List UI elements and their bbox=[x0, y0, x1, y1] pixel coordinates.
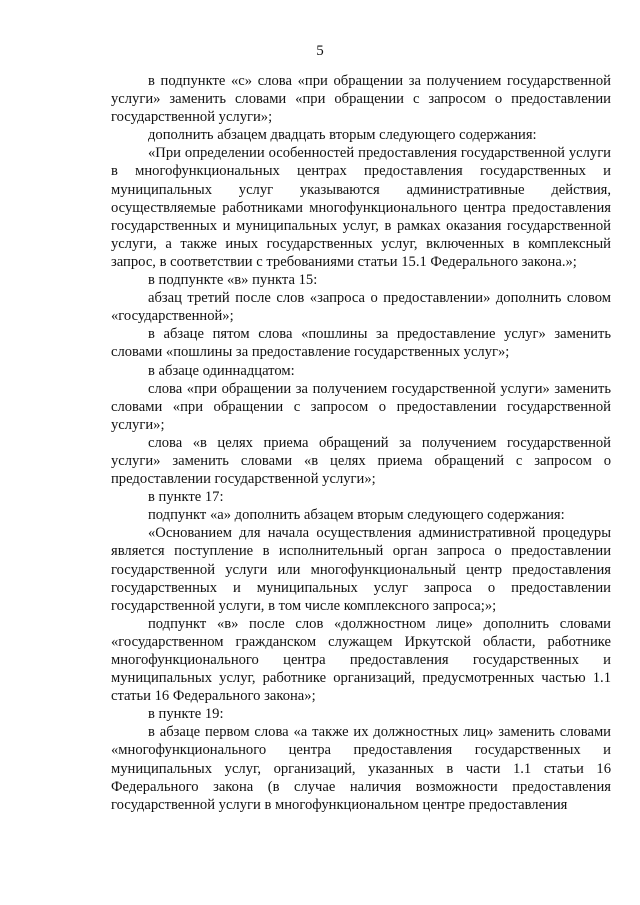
paragraph: в пункте 17: bbox=[148, 489, 224, 506]
paragraph: в абзаце первом слова «а также их должностных лиц» заменить словами «многофункционального центра предоставления государственных и муниципальных услуг, организаций, указанных в части 1.1 статьи 16 Федерального закона (в случае наличия возможности предоставления государственной услуги в многофункциональном центре предоставления bbox=[111, 724, 611, 813]
paragraph: слова «при обращении за получением государственной услуги» заменить словами «при обращении с запросом о предоставлении государственной услуги»; bbox=[111, 380, 611, 433]
paragraph: в подпункте «с» слова «при обращении за получением государственной услуги» заменить словами «при обращении с запросом о предоставлении государственной услуги»; bbox=[111, 73, 611, 126]
paragraph: в абзаце одиннадцатом: bbox=[148, 362, 295, 379]
paragraph: в подпункте «в» пункта 15: bbox=[148, 272, 318, 289]
paragraph: абзац третий после слов «запроса о предоставлении» дополнить словом «государственной»; bbox=[111, 290, 611, 325]
paragraph: подпункт «а» дополнить абзацем вторым следующего содержания: bbox=[148, 507, 565, 524]
paragraph: слова «в целях приема обращений за получением государственной услуги» заменить словами «в целях приема обращений с запросом о предоставлении государственной услуги»; bbox=[111, 434, 611, 488]
paragraph: «При определении особенностей предоставления государственной услуги в многофункциональных центрах предоставления государственных и муниципальных услуг указываются административные действия, осуществляемые работниками многофункционального центра предоставления государственных и муниципальных услуг, в рамках оказания государственной услуги, а также иных государственных услуг, включенных в комплексный запрос, в соответствии с требованиями статьи 15.1 Федерального закона.»; bbox=[111, 145, 611, 270]
paragraph: «Основанием для начала осуществления административной процедуры является поступление в исполнительный орган запроса о предоставлении государственной услуги или многофункциональный центр предоставления государственных и муниципальных услуг запроса о предоставлении государственной услуги, в том числе комплексного запроса;»; bbox=[111, 525, 611, 614]
paragraph: в абзаце пятом слова «пошлины за предоставление услуг» заменить словами «пошлины за предоставление государственных услуг»; bbox=[111, 326, 611, 361]
page-number: 5 bbox=[316, 43, 324, 59]
document-body bbox=[111, 72, 611, 814]
paragraph: дополнить абзацем двадцать вторым следующего содержания: bbox=[148, 127, 537, 144]
paragraph: в пункте 19: bbox=[148, 706, 224, 723]
paragraph: подпункт «в» после слов «должностном лице» дополнить словами «государственном гражданском служащем Иркутской области, работнике многофункционального центра предоставления государственных и муниципальных услуг, работнике организаций, предусмотренных частью 1.1 статьи 16 Федерального закона»; bbox=[111, 615, 611, 705]
